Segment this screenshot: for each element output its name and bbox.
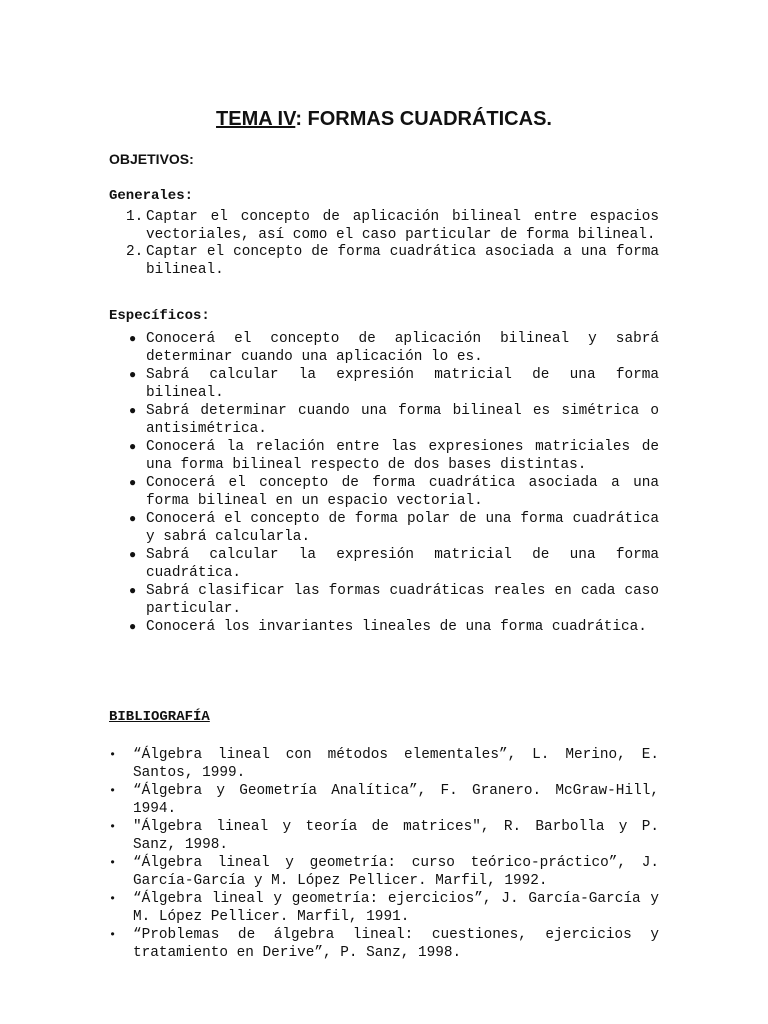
list-item xyxy=(129,547,659,582)
list-item-text: "Álgebra lineal y teoría de matrices", R. Barbolla y P. Sanz, 1998. xyxy=(133,819,659,853)
list-item xyxy=(109,891,659,926)
list-item-text: Conocerá los invariantes lineales de una forma cuadrática. xyxy=(146,619,647,635)
bibliografia-heading: BIBLIOGRAFÍA xyxy=(109,709,210,725)
list-item-text: “Álgebra lineal y geometría: curso teórico-práctico”, J. García-García y M. López Pellicer. Marfil, 1992. xyxy=(133,855,659,889)
especificos-heading: Específicos: xyxy=(109,308,210,324)
bullet-icon: • xyxy=(109,856,117,870)
bullet-icon: • xyxy=(109,784,117,798)
list-item-text: Conocerá el concepto de forma cuadrática asociada a una forma bilineal en un espacio vectorial. xyxy=(146,475,659,509)
list-item-text: Sabrá clasificar las formas cuadráticas reales en cada caso particular. xyxy=(146,583,659,617)
bullet-icon: ● xyxy=(129,404,137,418)
bullet-icon: ● xyxy=(129,368,137,382)
list-item xyxy=(109,747,659,782)
list-item-text: Sabrá determinar cuando una forma bilineal es simétrica o antisimétrica. xyxy=(146,403,659,437)
list-item-text: “Álgebra lineal con métodos elementales”, L. Merino, E. Santos, 1999. xyxy=(133,747,659,781)
generales-list xyxy=(126,209,659,279)
bullet-icon: ● xyxy=(129,620,137,634)
especificos-list xyxy=(129,331,659,638)
list-item xyxy=(126,244,659,279)
list-item xyxy=(129,475,659,510)
list-item xyxy=(129,367,659,402)
list-item xyxy=(129,439,659,474)
bullet-icon: • xyxy=(109,820,117,834)
bullet-icon: ● xyxy=(129,584,137,598)
bullet-icon: • xyxy=(109,928,117,942)
objetivos-heading: OBJETIVOS: xyxy=(109,151,194,167)
list-item-text: “Problemas de álgebra lineal: cuestiones, ejercicios y tratamiento en Derive”, P. Sanz, 1998. xyxy=(133,927,659,961)
list-item-text: Conocerá el concepto de aplicación bilineal y sabrá determinar cuando una aplicación lo es. xyxy=(146,331,659,365)
list-item xyxy=(109,855,659,890)
bullet-icon: ● xyxy=(129,440,137,454)
bullet-icon: ● xyxy=(129,476,137,490)
generales-heading: Generales: xyxy=(109,188,194,204)
bullet-icon: ● xyxy=(129,332,137,346)
list-number: 1. xyxy=(126,209,144,225)
list-item-text: Sabrá calcular la expresión matricial de una forma bilineal. xyxy=(146,367,659,401)
list-item xyxy=(129,583,659,618)
list-item-text: Captar el concepto de aplicación bilineal entre espacios vectoriales, así como el caso particular de forma bilineal. xyxy=(146,209,659,243)
list-item xyxy=(109,819,659,854)
list-item-text: Sabrá calcular la expresión matricial de una forma cuadrática. xyxy=(146,547,659,581)
bullet-icon: ● xyxy=(129,512,137,526)
list-item xyxy=(109,783,659,818)
list-item-text: Conocerá el concepto de forma polar de una forma cuadrática y sabrá calcularla. xyxy=(146,511,659,545)
list-number: 2. xyxy=(126,244,144,260)
list-item-text: Captar el concepto de forma cuadrática asociada a una forma bilineal. xyxy=(146,244,659,278)
title-rest: : FORMAS CUADRÁTICAS. xyxy=(295,108,552,130)
list-item-text: “Álgebra lineal y geometría: ejercicios”, J. García-García y M. López Pellicer. Marfil, 1991. xyxy=(133,891,659,925)
list-item xyxy=(129,511,659,546)
bibliografia-list xyxy=(109,747,659,963)
list-item xyxy=(129,331,659,366)
bullet-icon: • xyxy=(109,892,117,906)
list-item xyxy=(129,619,659,637)
list-item-text: Conocerá la relación entre las expresiones matriciales de una forma bilineal respecto de dos bases distintas. xyxy=(146,439,659,473)
list-item xyxy=(129,403,659,438)
list-item xyxy=(126,209,659,244)
bullet-icon: ● xyxy=(129,548,137,562)
title-tema: TEMA IV xyxy=(216,108,296,130)
list-item-text: “Álgebra y Geometría Analítica”, F. Granero. McGraw-Hill, 1994. xyxy=(133,783,659,817)
list-item xyxy=(109,927,659,962)
bullet-icon: • xyxy=(109,748,117,762)
page-title xyxy=(0,106,768,132)
